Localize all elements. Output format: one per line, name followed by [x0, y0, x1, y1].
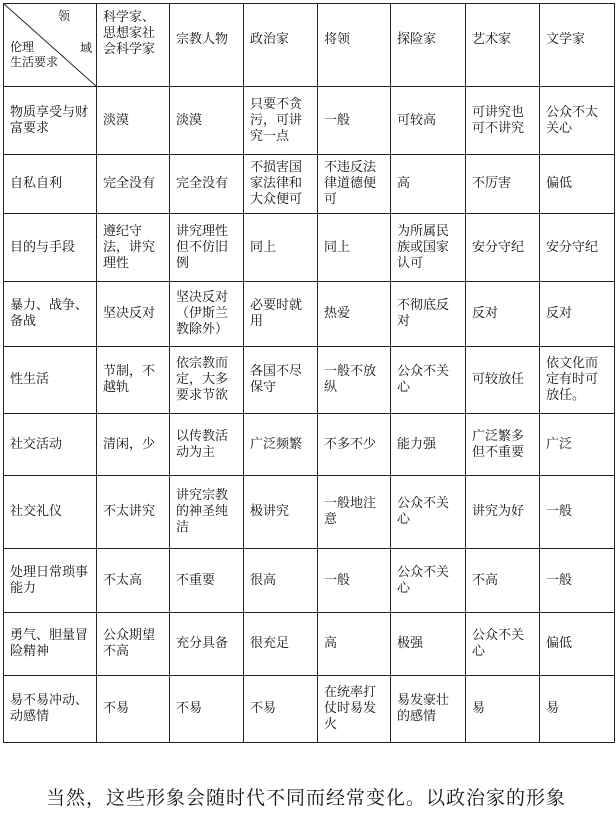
row-label: 目的与手段 — [4, 214, 97, 282]
table-cell: 完全没有 — [170, 155, 244, 214]
table-cell: 坚决反对 — [97, 282, 170, 347]
table-cell: 不高 — [466, 549, 540, 613]
table-row — [4, 476, 615, 549]
table-cell: 广泛 — [540, 414, 615, 476]
table-cell: 不彻底反对 — [391, 282, 466, 347]
table-cell: 反对 — [466, 282, 540, 347]
row-label: 勇气、胆量冒险精神 — [4, 613, 97, 676]
table-cell: 不违反法律道德便可 — [318, 155, 391, 214]
row-label: 暴力、战争、备战 — [4, 282, 97, 347]
table-cell: 不太讲究 — [97, 476, 170, 549]
table-cell: 公众不太关心 — [540, 87, 615, 155]
corner-label-ethics: 伦理 生活要求 — [10, 40, 59, 69]
table-cell: 易 — [540, 676, 615, 743]
table-cell: 广泛频繁 — [244, 414, 318, 476]
table-cell: 以传教活动为主 — [170, 414, 244, 476]
table-cell: 必要时就用 — [244, 282, 318, 347]
table-row — [4, 613, 615, 676]
table-cell: 安分守纪 — [540, 214, 615, 282]
table-cell: 偏低 — [540, 155, 615, 214]
row-label: 性生活 — [4, 347, 97, 414]
table-cell: 依宗教而定，大多要求节欲 — [170, 347, 244, 414]
table-body — [4, 87, 615, 743]
table-cell: 公众不关心 — [391, 476, 466, 549]
table-cell: 不重要 — [170, 549, 244, 613]
table-cell: 同上 — [244, 214, 318, 282]
table-cell: 一般 — [318, 87, 391, 155]
col-header-general: 将领 — [318, 4, 391, 87]
row-label: 处理日常琐事能力 — [4, 549, 97, 613]
table-cell: 依文化而定有时可放任。 — [540, 347, 615, 414]
table-cell: 公众期望不高 — [97, 613, 170, 676]
table-cell: 一般不放纵 — [318, 347, 391, 414]
table-cell: 不易 — [244, 676, 318, 743]
col-header-religious: 宗教人物 — [170, 4, 244, 87]
row-label: 物质享受与财富要求 — [4, 87, 97, 155]
table-cell: 在统率打仗时易发火 — [318, 676, 391, 743]
table-cell: 讲究宗教的神圣纯洁 — [170, 476, 244, 549]
header-row — [4, 4, 615, 87]
table-cell: 充分具备 — [170, 613, 244, 676]
table-cell: 能力强 — [391, 414, 466, 476]
table-cell: 高 — [318, 613, 391, 676]
body-paragraph: 当然，这些形象会随时代不同而经常变化。以政治家的形象 — [46, 787, 567, 809]
row-label: 社交活动 — [4, 414, 97, 476]
table-cell: 不易 — [97, 676, 170, 743]
col-header-artist: 艺术家 — [466, 4, 540, 87]
table-cell: 很高 — [244, 549, 318, 613]
table-cell: 反对 — [540, 282, 615, 347]
table-cell: 同上 — [318, 214, 391, 282]
table-cell: 坚决反对（伊斯兰教除外） — [170, 282, 244, 347]
table-cell: 安分守纪 — [466, 214, 540, 282]
table-cell: 可讲究也可不讲究 — [466, 87, 540, 155]
corner-label-field-mid: 域 — [79, 41, 92, 55]
col-header-explorer: 探险家 — [391, 4, 466, 87]
table-cell: 遵纪守法，讲究理性 — [97, 214, 170, 282]
table-cell: 公众不关心 — [391, 347, 466, 414]
table-cell: 高 — [391, 155, 466, 214]
table-cell: 淡漠 — [97, 87, 170, 155]
ethics-table — [3, 3, 615, 743]
corner-header-cell — [4, 4, 97, 87]
col-header-scientist: 科学家、思想家社会科学家 — [97, 4, 170, 87]
table-cell: 易 — [466, 676, 540, 743]
row-label: 易不易冲动、动感情 — [4, 676, 97, 743]
table-cell: 为所属民族或国家认可 — [391, 214, 466, 282]
table-cell: 不厉害 — [466, 155, 540, 214]
table-cell: 淡漠 — [170, 87, 244, 155]
table-cell: 可较高 — [391, 87, 466, 155]
table-row — [4, 347, 615, 414]
table-cell: 完全没有 — [97, 155, 170, 214]
table-cell: 公众不关心 — [466, 613, 540, 676]
table-cell: 不损害国家法律和大众便可 — [244, 155, 318, 214]
table-cell: 极讲究 — [244, 476, 318, 549]
table-cell: 清闲，少 — [97, 414, 170, 476]
table-cell: 热爱 — [318, 282, 391, 347]
col-header-writer: 文学家 — [540, 4, 615, 87]
table-cell: 只要不贪污，可讲究一点 — [244, 87, 318, 155]
table-cell: 很充足 — [244, 613, 318, 676]
corner-label-field-top: 领 — [57, 9, 70, 23]
table-cell: 不多不少 — [318, 414, 391, 476]
table-cell: 一般 — [540, 476, 615, 549]
table-cell: 偏低 — [540, 613, 615, 676]
table-row — [4, 282, 615, 347]
table-row — [4, 87, 615, 155]
table-row — [4, 549, 615, 613]
table-cell: 广泛繁多但不重要 — [466, 414, 540, 476]
row-label: 自私自利 — [4, 155, 97, 214]
table-cell: 公众不关心 — [391, 549, 466, 613]
table-cell: 易发豪壮的感情 — [391, 676, 466, 743]
table-row — [4, 155, 615, 214]
table-cell: 讲究理性但不仿旧例 — [170, 214, 244, 282]
table-cell: 一般地注意 — [318, 476, 391, 549]
table-row — [4, 676, 615, 743]
table-cell: 极强 — [391, 613, 466, 676]
table-cell: 可较放任 — [466, 347, 540, 414]
table-cell: 一般 — [540, 549, 615, 613]
table-cell: 节制，不越轨 — [97, 347, 170, 414]
table-cell: 不易 — [170, 676, 244, 743]
table-cell: 各国不尽保守 — [244, 347, 318, 414]
table-cell: 讲究为好 — [466, 476, 540, 549]
table-cell: 一般 — [318, 549, 391, 613]
row-label: 社交礼仪 — [4, 476, 97, 549]
col-header-politician: 政治家 — [244, 4, 318, 87]
table-row — [4, 414, 615, 476]
table-row — [4, 214, 615, 282]
table-cell: 不太高 — [97, 549, 170, 613]
